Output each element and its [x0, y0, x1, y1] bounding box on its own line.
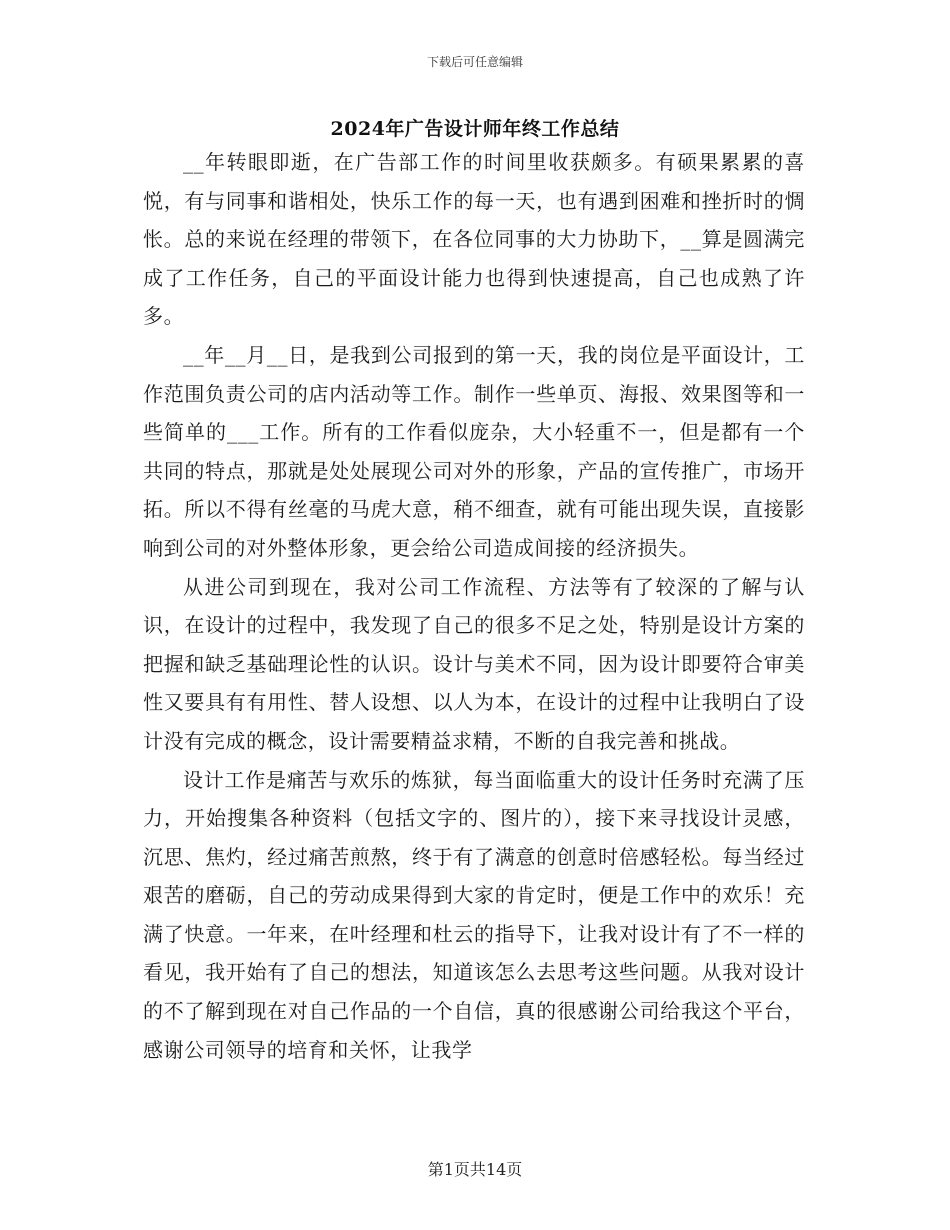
paragraph: 设计工作是痛苦与欢乐的炼狱，每当面临重大的设计任务时充满了压力，开始搜集各种资料（包括文字的、图片的），接下来寻找设计灵感，沉思、焦灼，经过痛苦煎熬，终于有了满意的创意时倍感轻松。每当经过艰苦的磨砺，自己的劳动成果得到大家的肯定时，便是工作中的欢乐！充满了快意。一年来，在叶经理和杜云的指导下，让我对设计有了不一样的看见，我开始有了自己的想法，知道该怎么去思考这些问题。从我对设计的不了解到现在对自己作品的一个自信，真的很感谢公司给我这个平台，感谢公司领导的培育和关怀，让我学 — [143, 767, 805, 1062]
paragraph: 从进公司到现在，我对公司工作流程、方法等有了较深的了解与认识，在设计的过程中，我发现了自己的很多不足之处，特别是设计方案的把握和缺乏基础理论性的认识。设计与美术不同，因为设计即要符合审美性又要具有有用性、替人设想、以人为本，在设计的过程中让我明白了设计没有完成的概念，设计需要精益求精，不断的自我完善和挑战。 — [143, 574, 805, 753]
document-body — [143, 143, 805, 1069]
document-title: 2024年广告设计师年终工作总结 — [330, 118, 620, 140]
paragraph: __年转眼即逝，在广告部工作的时间里收获颇多。有硕果累累的喜悦，有与同事和谐相处，快乐工作的每一天，也有遇到困难和挫折时的惆怅。总的来说在经理的带领下，在各位同事的大力协助下，__算是圆满完成了工作任务，自己的平面设计能力也得到快速提高，自己也成熟了许多。 — [143, 150, 805, 329]
page-number-footer: 第1页共14页 — [427, 1160, 523, 1179]
paragraph: __年__月__日，是我到公司报到的第一天，我的岗位是平面设计，工作范围负责公司的店内活动等工作。制作一些单页、海报、效果图等和一些简单的___工作。所有的工作看似庞杂，大小轻重不一，但是都有一个共同的特点，那就是处处展现公司对外的形象，产品的宣传推广，市场开拓。所以不得有丝毫的马虎大意，稍不细查，就有可能出现失误，直接影响到公司的对外整体形象，更会给公司造成间接的经济损失。 — [143, 342, 805, 560]
header-note: 下载后可任意编辑 — [426, 55, 523, 69]
